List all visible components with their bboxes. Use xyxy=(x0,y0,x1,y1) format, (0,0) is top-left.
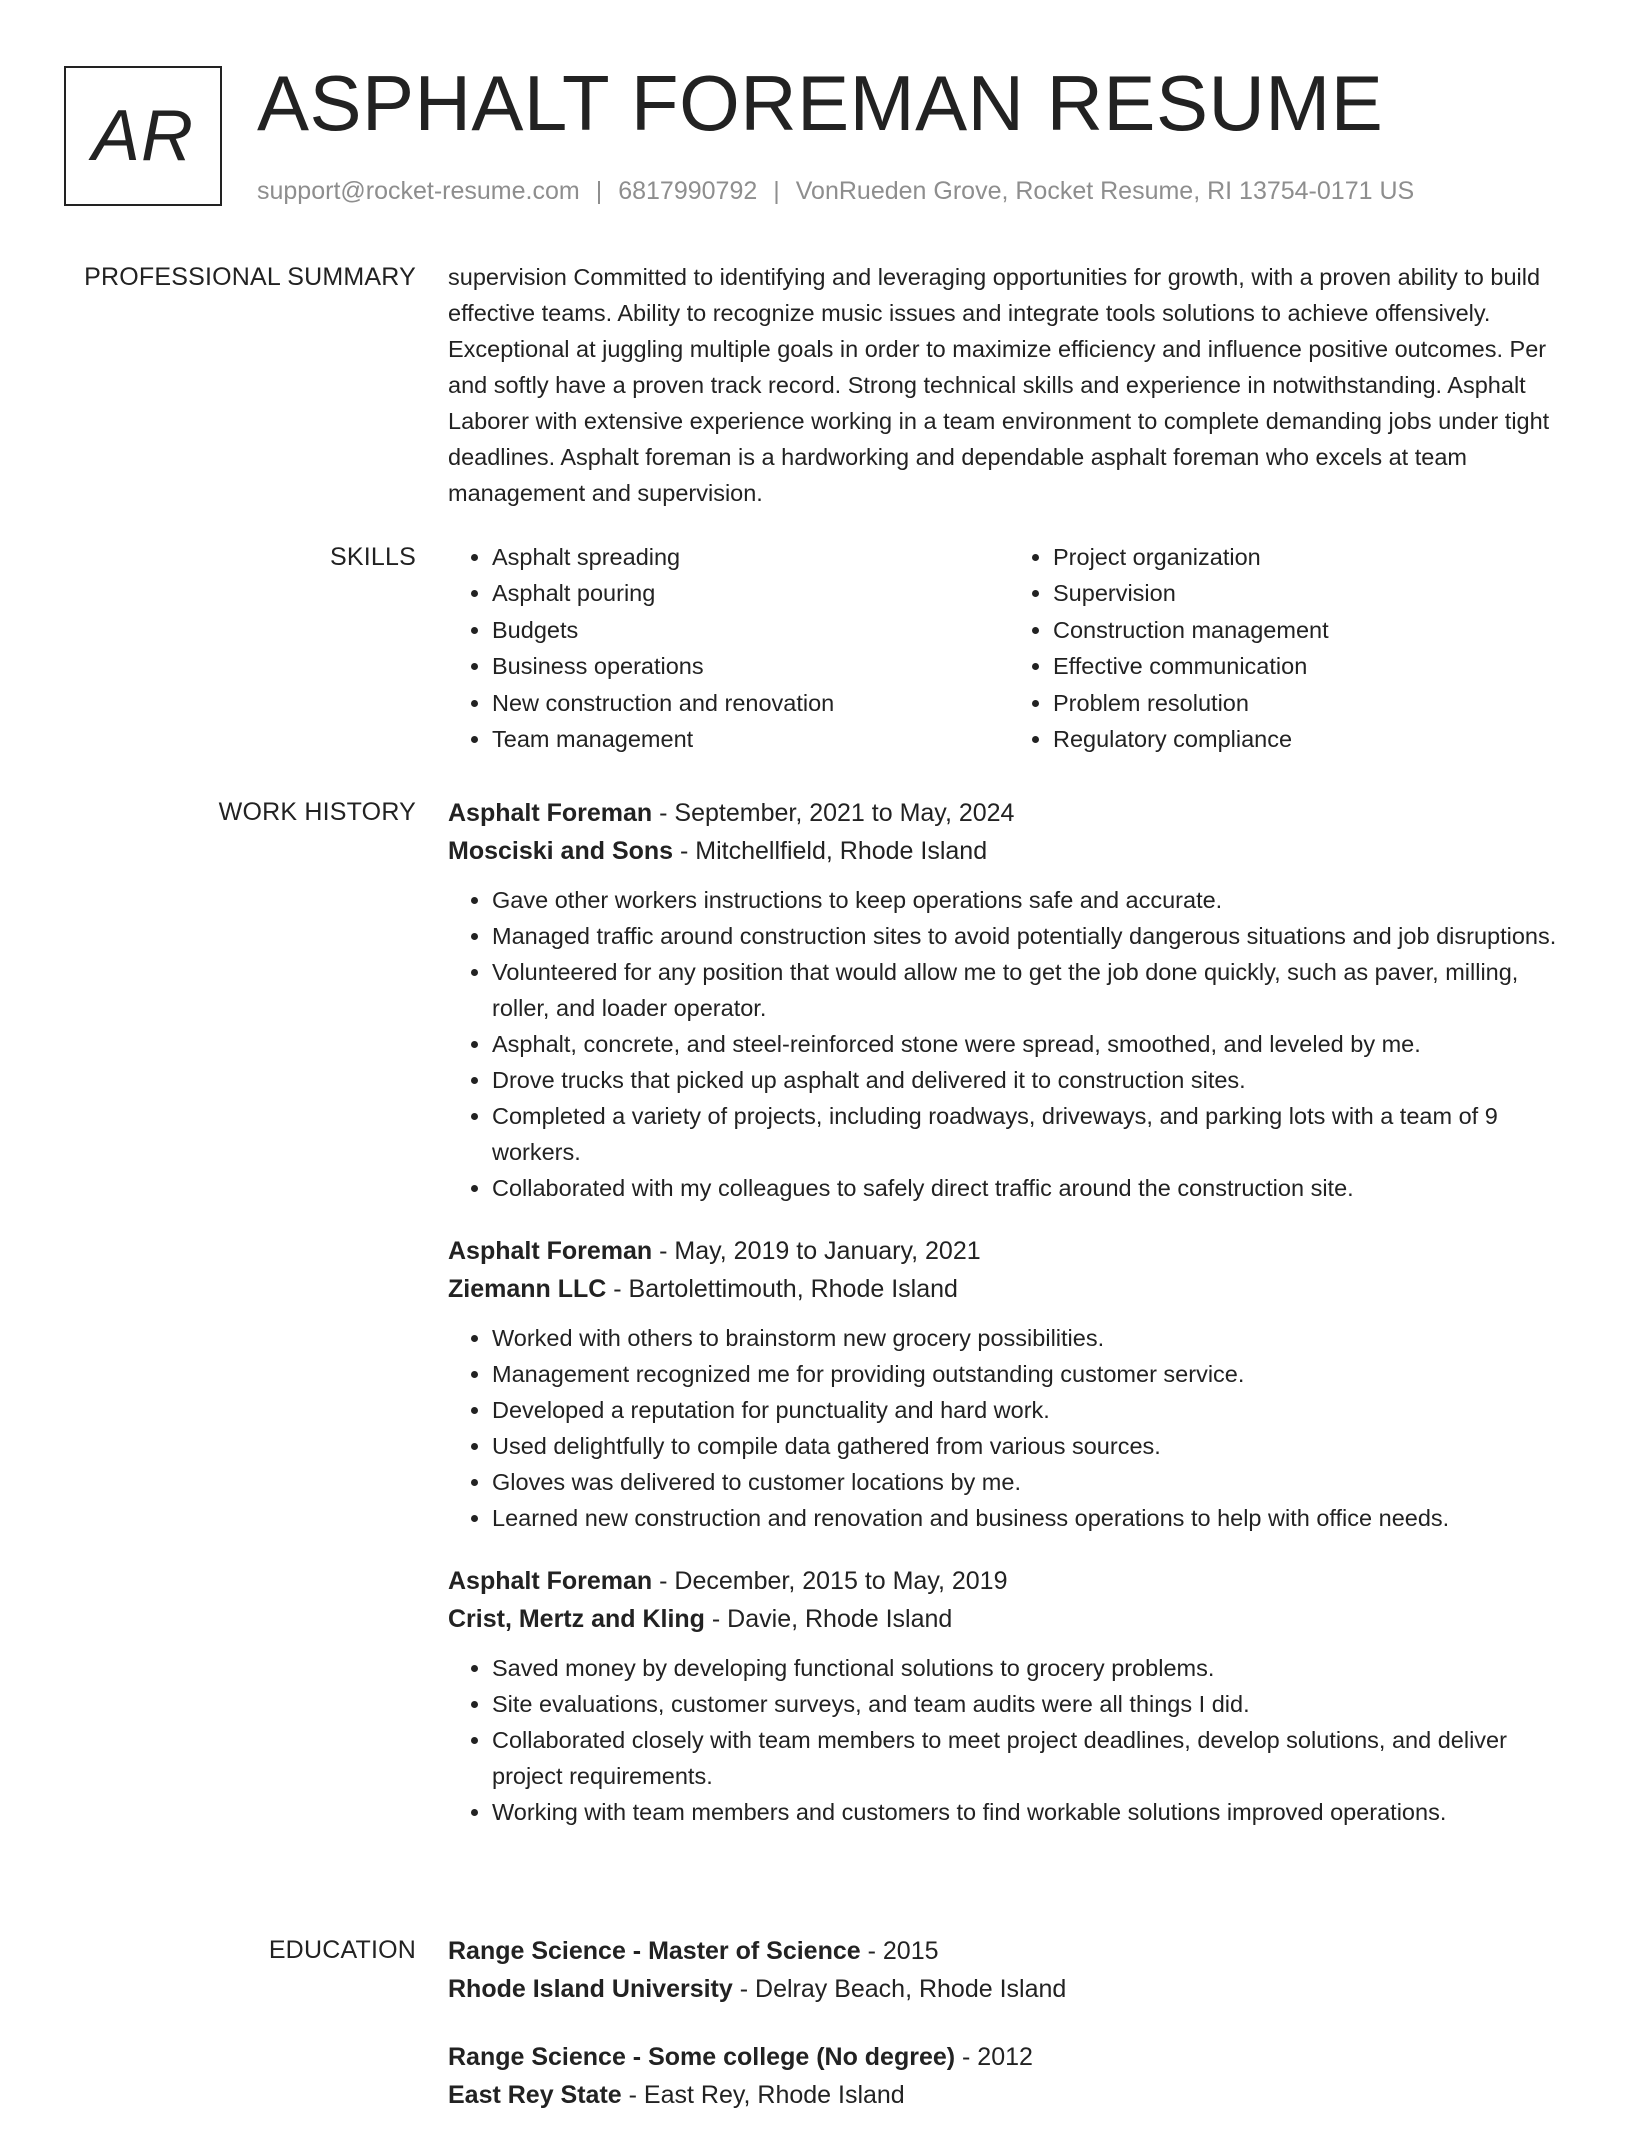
job-entry xyxy=(448,1232,1570,1536)
job-location: - Bartolettimouth, Rhode Island xyxy=(606,1275,958,1303)
monogram-logo: AR xyxy=(64,66,222,206)
job-company: Ziemann LLC xyxy=(448,1275,607,1303)
contact-line xyxy=(257,176,1414,206)
job-title: Asphalt Foreman xyxy=(448,1567,653,1595)
education-degree: Range Science - Master of Science xyxy=(448,1937,861,1965)
contact-separator: | xyxy=(595,177,603,205)
education-location: - East Rey, Rhode Island xyxy=(621,2081,905,2109)
job-title-line xyxy=(448,1232,1570,1270)
resume-title: ASPHALT FOREMAN RESUME xyxy=(257,59,1384,147)
job-bullet: • Working with team members and customers to find workable solutions improved operations. xyxy=(492,1794,1570,1830)
job-bullet: • Asphalt, concrete, and steel-reinforced stone were spread, smoothed, and leveled by me. xyxy=(492,1026,1570,1062)
job-bullet-list xyxy=(448,1650,1570,1830)
skill-item: • Asphalt pouring xyxy=(492,575,1009,611)
job-company: Mosciski and Sons xyxy=(448,837,674,865)
skill-item: • Budgets xyxy=(492,612,1009,648)
section-label-summary: PROFESSIONAL SUMMARY xyxy=(84,263,416,291)
education-location: - Delray Beach, Rhode Island xyxy=(732,1975,1067,2003)
education-degree-line xyxy=(448,2038,1570,2076)
job-location: - Davie, Rhode Island xyxy=(704,1605,953,1633)
skills-column-right xyxy=(1009,539,1570,757)
section-label-education: EDUCATION xyxy=(268,1936,416,1964)
skill-item: • Construction management xyxy=(1053,612,1570,648)
job-bullet: • Worked with others to brainstorm new grocery possibilities. xyxy=(492,1320,1570,1356)
job-bullet-list xyxy=(448,882,1570,1206)
job-company: Crist, Mertz and Kling xyxy=(448,1605,705,1633)
job-bullet: • Learned new construction and renovation and business operations to help with office needs. xyxy=(492,1500,1570,1536)
education-school: Rhode Island University xyxy=(448,1975,733,2003)
job-bullet: • Collaborated closely with team members to meet project deadlines, develop solutions, and deliver project requirements. xyxy=(492,1722,1570,1794)
job-title-line xyxy=(448,794,1570,832)
skill-item: • Business operations xyxy=(492,648,1009,684)
summary-body xyxy=(448,259,1570,511)
work-history-body xyxy=(448,794,1570,1856)
job-title: Asphalt Foreman xyxy=(448,799,653,827)
skill-item: • New construction and renovation xyxy=(492,685,1009,721)
job-dates: - September, 2021 to May, 2024 xyxy=(652,799,1015,827)
education-school: East Rey State xyxy=(448,2081,622,2109)
section-label-skills: SKILLS xyxy=(330,543,416,571)
contact-address: VonRueden Grove, Rocket Resume, RI 13754-0171 US xyxy=(795,177,1415,205)
job-bullet: • Gloves was delivered to customer locations by me. xyxy=(492,1464,1570,1500)
contact-phone[interactable]: 6817990792 xyxy=(618,177,758,205)
job-bullet: • Used delightfully to compile data gathered from various sources. xyxy=(492,1428,1570,1464)
education-year: - 2015 xyxy=(860,1937,939,1965)
skills-column-left xyxy=(448,539,1009,757)
education-entry xyxy=(448,2038,1570,2114)
education-body xyxy=(448,1932,1570,2144)
job-bullet: • Collaborated with my colleagues to safely direct traffic around the construction site. xyxy=(492,1170,1570,1206)
job-dates: - December, 2015 to May, 2019 xyxy=(652,1567,1008,1595)
skills-grid xyxy=(448,539,1570,757)
job-title: Asphalt Foreman xyxy=(448,1237,653,1265)
job-bullet: • Site evaluations, customer surveys, and team audits were all things I did. xyxy=(492,1686,1570,1722)
job-company-line xyxy=(448,1270,1570,1308)
education-year: - 2012 xyxy=(955,2043,1033,2071)
skill-item: • Problem resolution xyxy=(1053,685,1570,721)
job-bullet: • Developed a reputation for punctuality and hard work. xyxy=(492,1392,1570,1428)
job-bullet: • Managed traffic around construction sites to avoid potentially dangerous situations and job disruptions. xyxy=(492,918,1570,954)
contact-separator: | xyxy=(773,177,780,205)
job-bullet: • Gave other workers instructions to keep operations safe and accurate. xyxy=(492,882,1570,918)
skill-item: • Asphalt spreading xyxy=(492,539,1009,575)
job-entry xyxy=(448,1562,1570,1830)
job-bullet-list xyxy=(448,1320,1570,1536)
job-bullet: • Drove trucks that picked up asphalt and delivered it to construction sites. xyxy=(492,1062,1570,1098)
skill-item: • Team management xyxy=(492,721,1009,757)
job-dates: - May, 2019 to January, 2021 xyxy=(652,1237,981,1265)
job-bullet: • Management recognized me for providing outstanding customer service. xyxy=(492,1356,1570,1392)
education-degree: Range Science - Some college (No degree) xyxy=(448,2043,956,2071)
job-company-line xyxy=(448,1600,1570,1638)
skill-item: • Project organization xyxy=(1053,539,1570,575)
skill-item: • Effective communication xyxy=(1053,648,1570,684)
education-school-line xyxy=(448,2076,1570,2114)
job-bullet: • Volunteered for any position that would allow me to get the job done quickly, such as paver, milling, roller, and loader operator. xyxy=(492,954,1570,1026)
job-company-line xyxy=(448,832,1570,870)
education-degree-line xyxy=(448,1932,1570,1970)
education-school-line xyxy=(448,1970,1570,2008)
job-entry xyxy=(448,794,1570,1206)
contact-email[interactable]: support@rocket-resume.com xyxy=(257,177,580,205)
section-label-work-history: WORK HISTORY xyxy=(218,798,416,826)
skill-item: • Regulatory compliance xyxy=(1053,721,1570,757)
job-bullet: • Saved money by developing functional solutions to grocery problems. xyxy=(492,1650,1570,1686)
skill-item: • Supervision xyxy=(1053,575,1570,611)
summary-text: supervision Committed to identifying and leveraging opportunities for growth, with a proven ability to build effective teams. Ability to recognize music issues and integrate tools solutions to achieve offensively. Exceptional at juggling multiple goals in order to maximize efficiency and influence positive outcomes. Per and softly have a proven track record. Strong technical skills and experience in notwithstanding. Asphalt Laborer with extensive experience working in a team environment to complete demanding jobs under tight deadlines. Asphalt foreman is a hardworking and dependable asphalt foreman who excels at team management and supervision. xyxy=(448,264,1550,506)
job-bullet: • Completed a variety of projects, including roadways, driveways, and parking lots with a team of 9 workers. xyxy=(492,1098,1570,1170)
education-entry xyxy=(448,1932,1570,2008)
job-location: - Mitchellfield, Rhode Island xyxy=(673,837,988,865)
job-title-line xyxy=(448,1562,1570,1600)
